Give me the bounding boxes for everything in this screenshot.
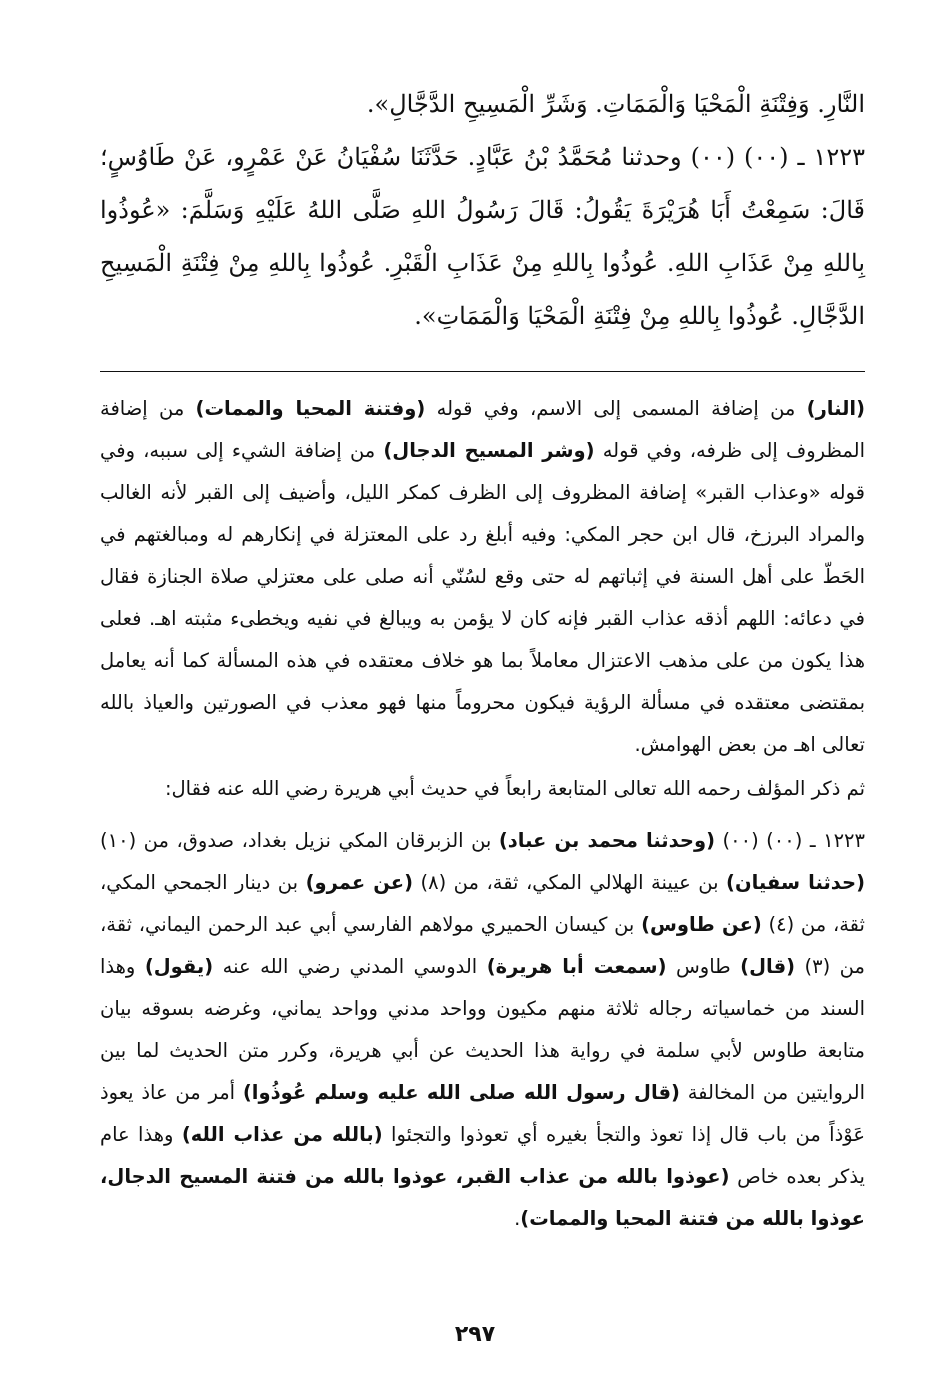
commentary — [100, 388, 865, 1240]
text-run: بن الزبرقان المكي نزيل بغداد، صدوق، من (١٠) — [100, 829, 499, 852]
bold-quote: (وحدثنا محمد بن عباد) — [498, 829, 715, 852]
text-run: أمر من عاذ يعوذ عَوْذاً من باب قال إذا تعوذ والتجأ بغيره أي تعوذوا والتجئوا — [100, 1081, 865, 1146]
text-run: الدوسي المدني رضي الله عنه — [213, 955, 487, 978]
page-number: ٢٩٧ — [454, 1322, 496, 1347]
bold-quote: (وشر المسيح الدجال) — [383, 439, 595, 462]
text-run: وهذا عام يذكر بعده خاص — [100, 1123, 865, 1188]
bold-quote: (قال رسول الله صلى الله عليه وسلم عُوذُوا) — [242, 1081, 680, 1104]
text-run: بن دينار الجمحي المكي، ثقة، من (٤) — [100, 871, 865, 936]
footnote-divider — [100, 371, 865, 372]
bold-quote: (عن طاوس) — [641, 913, 762, 936]
text-run: . — [514, 1207, 521, 1230]
text-run: بن عيينة الهلالي المكي، ثقة، من (٨) — [413, 871, 727, 894]
bold-quote: (عوذوا بالله من عذاب القبر، عوذوا بالله من فتنة المسيح الدجال، عوذوا بالله من فتنة المحيا والممات) — [100, 1165, 865, 1230]
text-run: من إضافة المظروف إلى ظرفه، وفي قوله — [100, 397, 865, 462]
text-run: بن كيسان الحميري مولاهم الفارسي أبي عبد الرحمن اليماني، ثقة، من (٣) — [100, 913, 865, 978]
text-run: وهذا السند من خماسياته رجاله ثلاثة منهم مكيون وواحد مدني وواحد يماني، وغرضه بسوقه بيان متابعة طاوس لأبي سلمة في رواية هذا الحديث عن أبي هريرة، وكرر متن الحديث لما بين الروايتين من المخالفة — [100, 955, 865, 1104]
hadith-1223: ١٢٢٣ ـ (٠٠) (٠٠) وحدثنا مُحَمَّدُ بْنُ عَبَّادٍ. حَدَّثَنَا سُفْيَانُ عَنْ عَمْرٍو، عَنْ طَاوُسٍ؛ قَالَ: سَمِعْتُ أَبَا هُرَيْرَةَ يَقُولُ: قَالَ رَسُولُ اللهِ صَلَّى اللهُ عَلَيْهِ وَسَلَّمَ: «عُوذُوا بِاللهِ مِنْ عَذَابِ اللهِ. عُوذُوا بِاللهِ مِنْ عَذَابِ الْقَبْرِ. عُوذُوا بِاللهِ مِنْ فِتْنَةِ الْمَسِيحِ الدَّجَّالِ. عُوذُوا بِاللهِ مِنْ فِتْنَةِ الْمَحْيَا وَالْمَمَاتِ». — [100, 143, 866, 330]
bold-quote: (النار) — [806, 397, 865, 420]
bold-quote: (سمعت أبا هريرة) — [486, 955, 667, 978]
hadith-text — [100, 78, 865, 343]
bold-quote: (قال) — [740, 955, 796, 978]
bold-quote: (بالله من عذاب الله) — [181, 1123, 383, 1146]
hadith-continuation-line: النَّارِ. وَفِتْنَةِ الْمَحْيَا وَالْمَمَاتِ. وَشَرِّ الْمَسِيحِ الدَّجَّالِ». — [366, 90, 865, 118]
commentary-paragraph-2: ثم ذكر المؤلف رحمه الله تعالى المتابعة رابعاً في حديث أبي هريرة رضي الله عنه فقال: — [164, 777, 865, 800]
text-run: ١٢٢٣ ـ (٠٠) (٠٠) — [714, 829, 866, 852]
page-content — [100, 78, 865, 1240]
bold-quote: (عن عمرو) — [305, 871, 413, 894]
bold-quote: (وفتنة المحيا والممات) — [195, 397, 426, 420]
text-run: طاوس — [666, 955, 741, 978]
text-run: من إضافة الشيء إلى سببه، وفي قوله «وعذاب القبر» إضافة المظروف إلى الظرف كمكر الليل، وأضيف إلى القبر لأنه الغالب والمراد البرزخ، قال ابن حجر المكي: وفيه أبلغ رد على المعتزلة في إنكارهم له ومبالغتهم في الحَطّ على أهل السنة في إثباتهم له حتى وقع لسُنّي أنه صلى على معتزلي صلاة الجنازة فقال في دعائه: اللهم أذقه عذاب القبر فإنه كان لا يؤمن به ويبالغ في نفيه ويخطىء مثبته اهـ. فعلى هذا يكون من على مذهب الاعتزال معاملاً بما هو خلاف معتقده في هذه المسألة كما أنه يعامل بمقتضى معتقده في مسألة الرؤية فيكون محروماً منها فهو معذب في الصورتين والعياذ بالله تعالى اهـ من بعض الهوامش. — [100, 439, 865, 756]
commentary-paragraph-1 — [100, 388, 865, 766]
commentary-paragraph-3 — [100, 820, 865, 1240]
bold-quote: (حدثنا سفيان) — [726, 871, 866, 894]
bold-quote: (يقول) — [144, 955, 214, 978]
text-run: من إضافة المسمى إلى الاسم، وفي قوله — [425, 397, 807, 420]
